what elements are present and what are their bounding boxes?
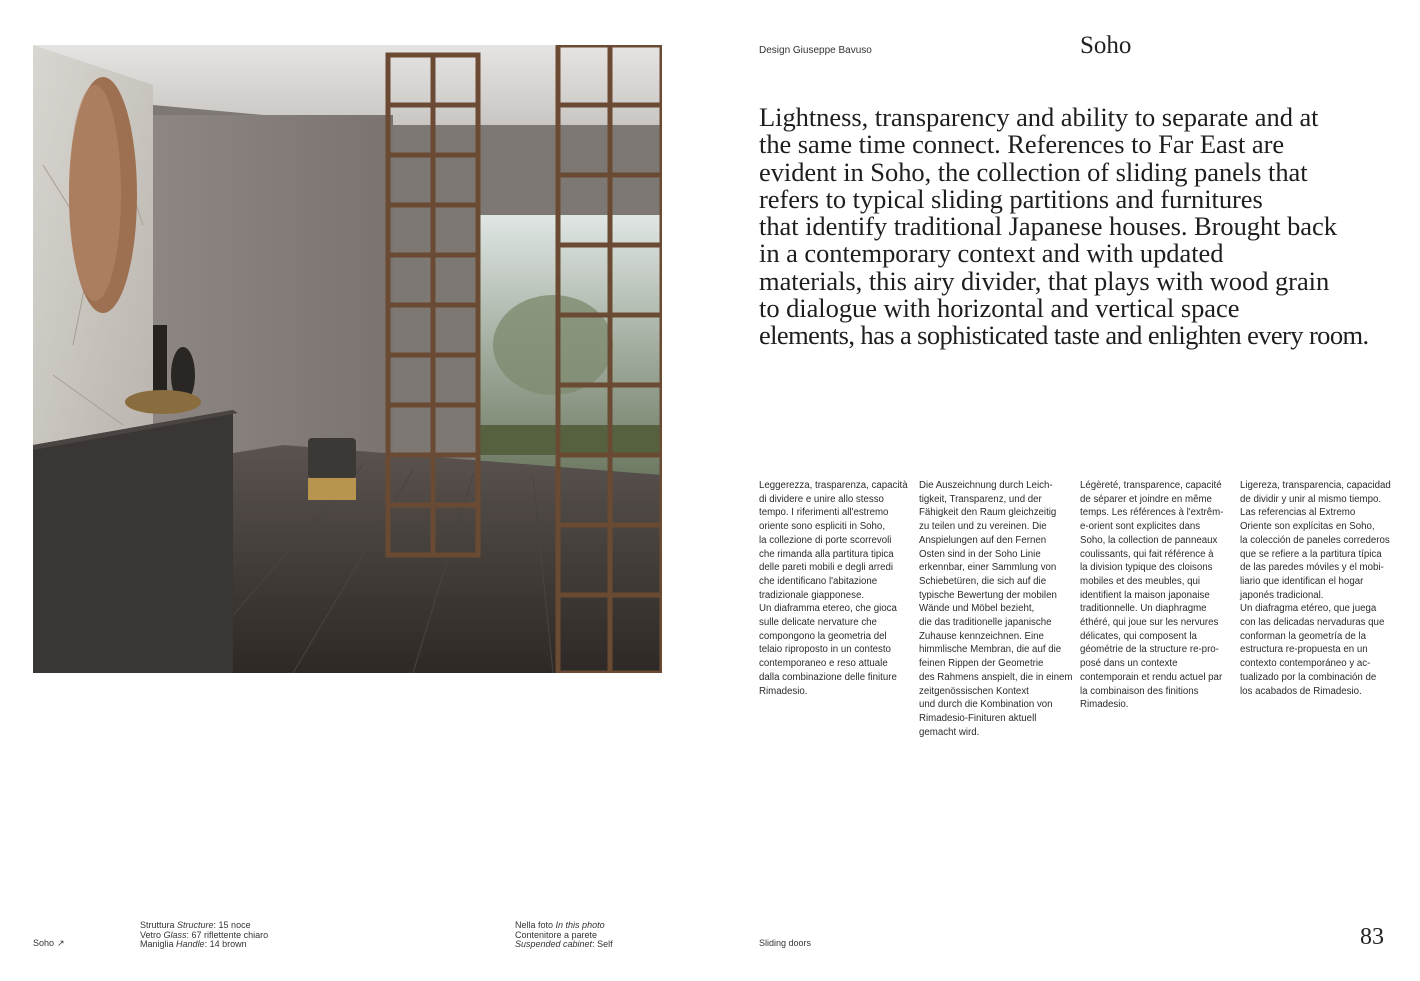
text-line: telaio riproposto in un contesto [759, 644, 891, 656]
column-italian [759, 479, 909, 698]
page-number: 83 [1360, 924, 1384, 950]
lead-line: the same time connect. References to Far East are [759, 129, 1285, 160]
lead-line: that identify traditional Japanese houses. Brought back [759, 211, 1337, 242]
text-line: e-orient sont explicites dans [1080, 521, 1201, 533]
text-line: Soho, la collection de panneaux [1080, 534, 1218, 546]
text-line: che identificano l'abitazione [759, 575, 878, 587]
text-line: des Rahmens anspielt, die in einem [919, 671, 1073, 683]
designer-credit: Design Giuseppe Bavuso [759, 45, 872, 56]
text-line: estructura re-propuesta en un [1240, 644, 1368, 656]
text-line: Fähigkeit den Raum gleichzeitig [919, 507, 1057, 519]
text-line: contexto contemporáneo y ac- [1240, 658, 1371, 670]
text-line: di dividere e unire allo stesso [759, 493, 884, 505]
lead-line: to dialogue with horizontal and vertical space [759, 293, 1240, 324]
text-line: die das traditionelle japanische [919, 617, 1052, 629]
text-line: de dividir y unir al mismo tiempo. [1240, 493, 1382, 505]
sliding-doors-illustration [33, 45, 662, 673]
footer-product-link[interactable] [33, 939, 65, 949]
text-line: Leggerezza, trasparenza, capacità [759, 480, 908, 491]
text-line: coulissants, qui fait référence à [1080, 548, 1214, 560]
text-line: tigkeit, Transparenz, und der [919, 493, 1042, 505]
text-line: contemporaneo e reso attuale [759, 658, 888, 670]
text-line: de las paredes móviles y el mobi- [1240, 562, 1384, 574]
text-line: que se refiere a la partitura típica [1240, 548, 1382, 560]
text-line: Un diaframma etereo, che gioca [759, 603, 897, 615]
text-line: Rimadesio. [1080, 699, 1129, 711]
text-line: dalla combinazione delle finiture [759, 671, 897, 683]
lead-line: materials, this airy divider, that plays with wood grain [759, 265, 1330, 296]
text-line: conforman la geometría de la [1240, 630, 1367, 642]
footer-product-name: Soho [33, 938, 55, 948]
text-line: délicates, qui composent la [1080, 630, 1197, 642]
text-line: delle pareti mobili e degli arredi [759, 562, 894, 574]
spec-line: Struttura Structure: 15 noce [140, 920, 251, 930]
text-line: Rimadesio-Finituren aktuell [919, 712, 1037, 724]
text-line: Légèreté, transparence, capacité [1080, 480, 1222, 491]
text-line: la colección de paneles correderos [1240, 534, 1390, 546]
caption-line: Contenitore a parete [515, 929, 598, 940]
lead-line: refers to typical sliding partitions and furnitures [759, 183, 1263, 214]
text-line: compongono la geometria del [759, 630, 887, 642]
text-line: tradizionale giapponese. [759, 589, 865, 601]
text-line: géométrie de la structure re-pro- [1080, 644, 1219, 656]
text-line: erkennbar, einer Sammlung von [919, 562, 1057, 574]
caption-line: Suspended cabinet: Self [515, 939, 613, 949]
text-line: japonés tradicional. [1240, 589, 1324, 601]
footer-photo-caption [515, 921, 613, 950]
text-line: la division typique des cloisons [1080, 562, 1213, 574]
lead-line: evident in Soho, the collection of sliding panels that [759, 156, 1308, 187]
text-line: liario que identifican el hogar [1240, 575, 1364, 587]
text-line: Zuhause kennzeichnen. Eine [919, 630, 1044, 642]
text-line: und durch die Kombination von [919, 699, 1053, 711]
text-line: Osten sind in der Soho Linie [919, 548, 1041, 560]
text-line: contemporain et rendu actuel par [1080, 671, 1223, 683]
text-line: identifient la maison japonaise [1080, 589, 1210, 601]
text-line: los acabados de Rimadesio. [1240, 685, 1362, 697]
text-line: tualizado por la combinación de [1240, 671, 1377, 683]
lead-line: elements, has a sophisticated taste and enlighten every room. [759, 320, 1369, 351]
column-german [919, 479, 1073, 739]
text-line: oriente sono espliciti in Soho, [759, 521, 886, 533]
lead-paragraph [759, 104, 1399, 350]
text-line: posé dans un contexte [1080, 658, 1178, 670]
text-line: Wände und Möbel bezieht, [919, 603, 1035, 615]
text-line: Anspielungen auf den Fernen [919, 534, 1047, 546]
text-line: feinen Rippen der Geometrie [919, 658, 1044, 670]
text-line: de séparer et joindre en même [1080, 493, 1212, 505]
text-line: himmlische Membran, die auf die [919, 644, 1062, 656]
text-line: Un diafragma etéreo, que juega [1240, 603, 1377, 615]
text-line: zu teilen und zu vereinen. Die [919, 521, 1047, 533]
column-french [1080, 479, 1230, 712]
text-line: mobiles et des meubles, qui [1080, 575, 1201, 587]
text-line: typische Bewertung der mobilen [919, 589, 1057, 601]
footer-specs [140, 921, 268, 950]
interior-photo [33, 45, 662, 673]
lead-line: Lightness, transparency and ability to separate and at [759, 102, 1319, 132]
lead-line: in a contemporary context and with updated [759, 238, 1224, 269]
text-line: traditionnelle. Un diaphragme [1080, 603, 1207, 615]
text-line: zeitgenössischen Kontext [919, 685, 1029, 697]
text-line: sulle delicate nervature che [759, 617, 877, 629]
spec-line: Maniglia Handle: 14 brown [140, 939, 247, 949]
text-line: tempo. I riferimenti all'estremo [759, 507, 889, 519]
text-line: temps. Les références à l'extrêm- [1080, 507, 1224, 519]
text-line: la collezione di porte scorrevoli [759, 534, 892, 546]
text-line: Die Auszeichnung durch Leich- [919, 480, 1053, 491]
footer-section-label: Sliding doors [759, 938, 812, 948]
text-line: gemacht wird. [919, 726, 980, 738]
caption-line: Nella foto In this photo [515, 920, 605, 930]
text-line: Oriente son explícitas en Soho, [1240, 521, 1375, 533]
text-line: con las delicadas nervaduras que [1240, 617, 1385, 629]
spec-line: Vetro Glass: 67 riflettente chiaro [140, 929, 269, 940]
text-line: Rimadesio. [759, 685, 808, 697]
text-line: Las referencias al Extremo [1240, 507, 1356, 519]
page-title: Soho [1080, 32, 1132, 59]
text-line: éthéré, qui joue sur les nervures [1080, 617, 1219, 629]
text-line: la combinaison des finitions [1080, 685, 1199, 697]
column-spanish [1240, 479, 1390, 698]
text-line: Ligereza, transparencia, capacidad [1240, 480, 1391, 491]
arrow-north-east-icon: ↗ [57, 938, 65, 948]
text-line: che rimanda alla partitura tipica [759, 548, 894, 560]
text-line: Schiebetüren, die sich auf die [919, 575, 1047, 587]
